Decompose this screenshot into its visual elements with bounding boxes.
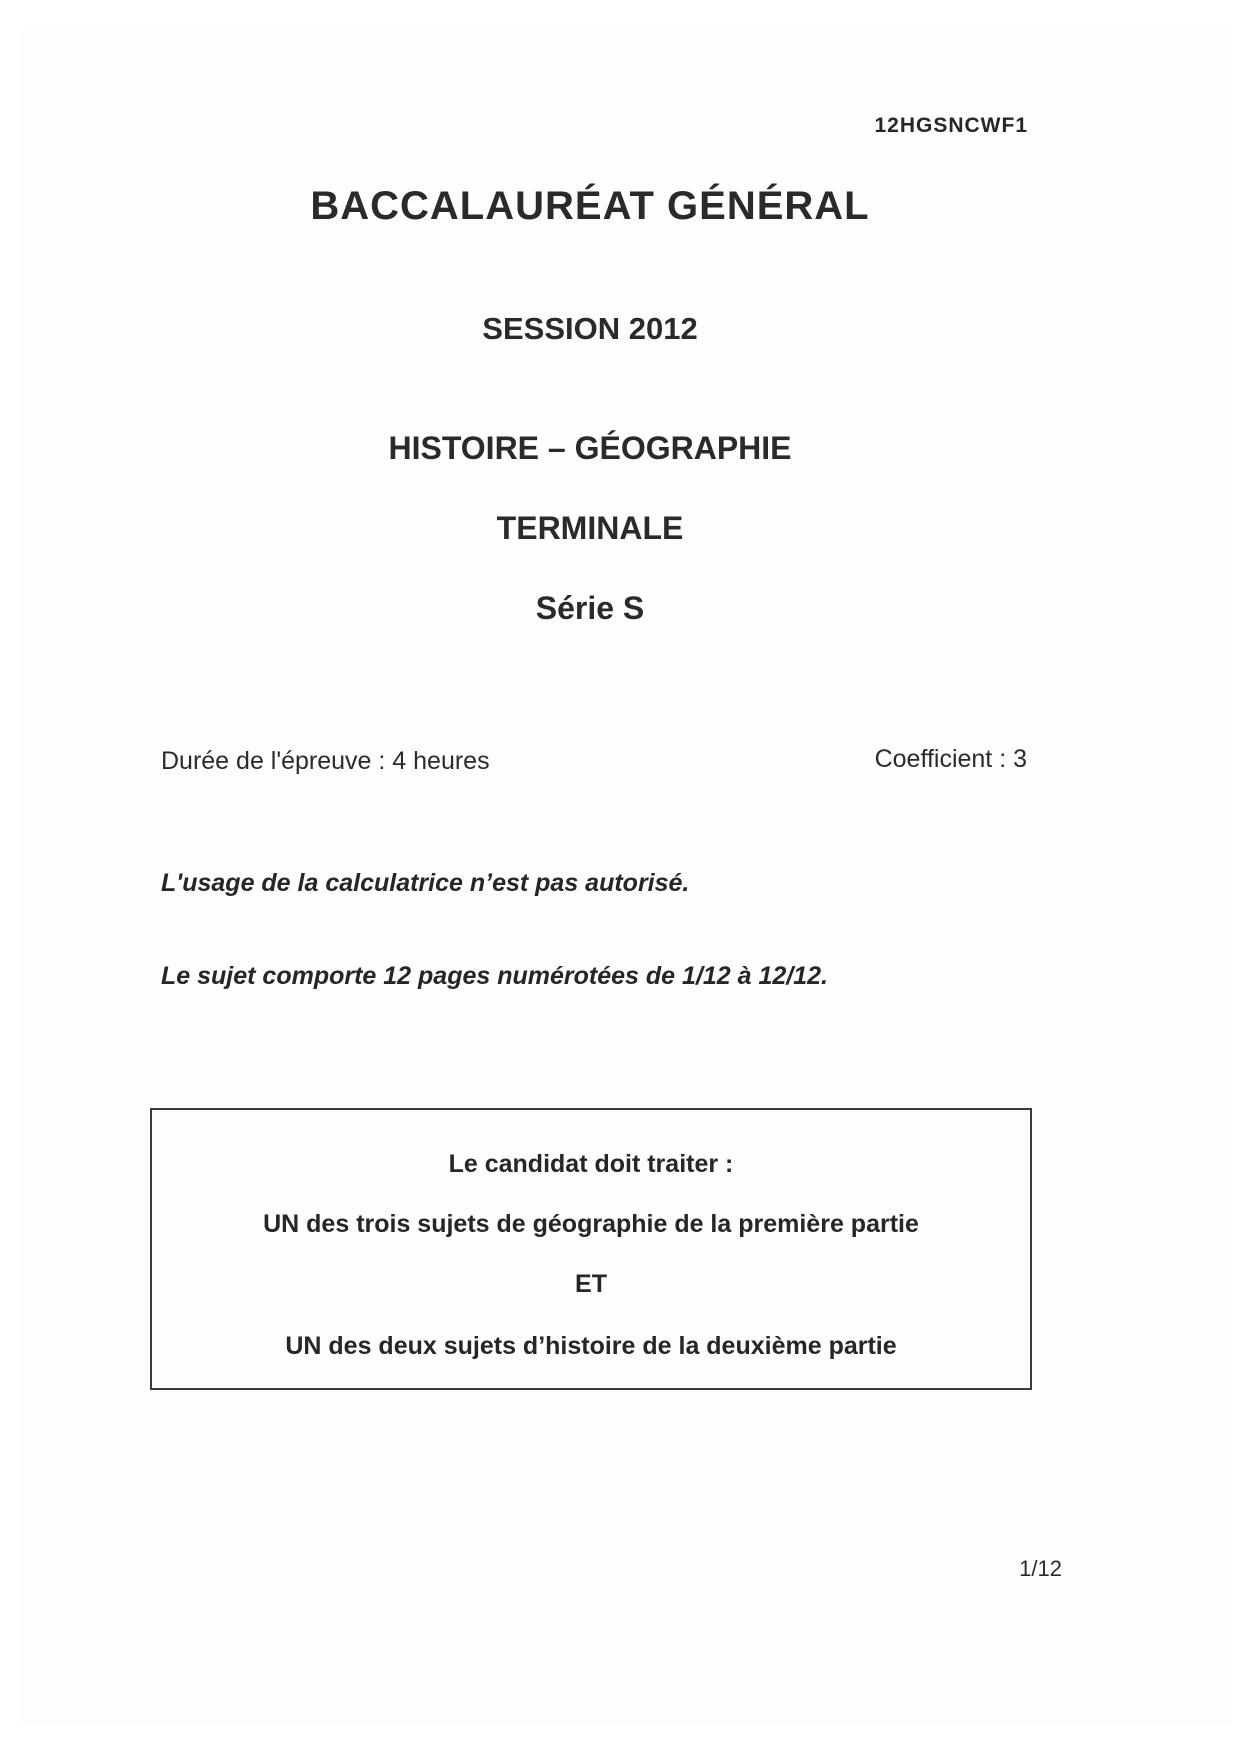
instructions-conjunction: ET (575, 1270, 607, 1298)
exam-title: BACCALAURÉAT GÉNÉRAL (310, 184, 870, 228)
instructions-heading: Le candidat doit traiter : (448, 1150, 734, 1178)
page-number: 1/12 (1019, 1556, 1062, 1581)
pages-notice: Le sujet comporte 12 pages numérotées de 1/12 à 12/12. (161, 962, 828, 990)
exam-subject: HISTOIRE – GÉOGRAPHIE (388, 430, 792, 466)
exam-level: TERMINALE (496, 510, 684, 546)
exam-duration: Durée de l'épreuve : 4 heures (161, 747, 490, 775)
instructions-history: UN des deux sujets d’histoire de la deuxième partie (285, 1332, 897, 1360)
exam-series: Série S (535, 590, 645, 626)
exam-code: 12HGSNCWF1 (874, 114, 1028, 137)
exam-session: SESSION 2012 (482, 311, 698, 346)
calculator-notice: L'usage de la calculatrice n’est pas autorisé. (161, 869, 690, 897)
instructions-geography: UN des trois sujets de géographie de la première partie (263, 1210, 919, 1238)
instructions-box (150, 1108, 1032, 1390)
exam-coefficient: Coefficient : 3 (874, 745, 1027, 773)
